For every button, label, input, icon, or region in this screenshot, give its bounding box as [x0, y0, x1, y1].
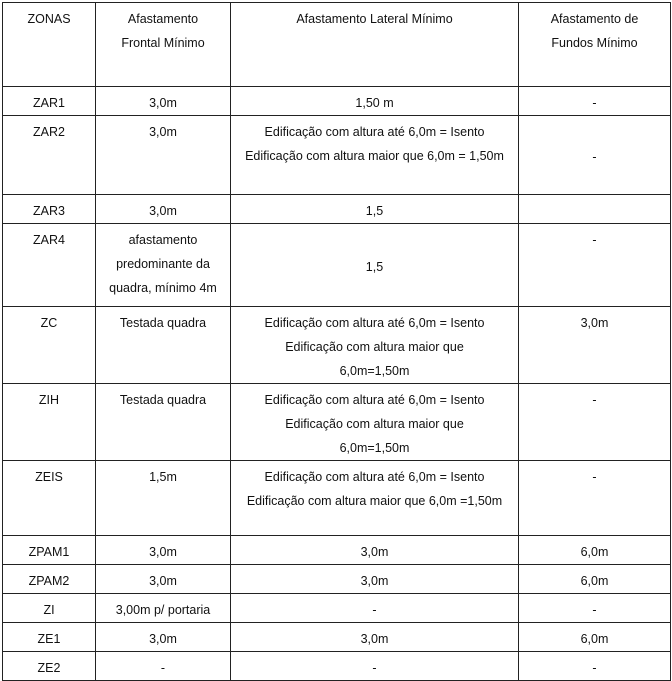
table-row: [3, 652, 671, 681]
cell-frontal: 3,0m: [96, 623, 231, 652]
table-row: [3, 87, 671, 116]
cell-lateral: -: [231, 594, 519, 623]
cell-fundos: 6,0m: [519, 623, 671, 652]
cell-lateral: Edificação com altura até 6,0m = Isento Edificação com altura maior que 6,0m = 1,50m: [231, 116, 519, 195]
cell-fundos: -: [519, 461, 671, 536]
header-zonas: ZONAS: [3, 3, 96, 87]
table-row: [3, 565, 671, 594]
cell-frontal: 1,5m: [96, 461, 231, 536]
header-lateral: Afastamento Lateral Mínimo: [231, 3, 519, 87]
cell-fundos: [519, 195, 671, 224]
table-row: [3, 116, 671, 195]
table-row: [3, 623, 671, 652]
cell-lateral: Edificação com altura até 6,0m = Isento Edificação com altura maior que 6,0m=1,50m: [231, 384, 519, 461]
cell-zona: ZAR4: [3, 224, 96, 307]
cell-zona: ZPAM1: [3, 536, 96, 565]
cell-frontal: -: [96, 652, 231, 681]
cell-lateral: 1,5: [231, 195, 519, 224]
cell-fundos: -: [519, 652, 671, 681]
cell-frontal: Testada quadra: [96, 384, 231, 461]
cell-zona: ZAR3: [3, 195, 96, 224]
header-frontal: Afastamento Frontal Mínimo: [96, 3, 231, 87]
table-row: [3, 594, 671, 623]
cell-zona: ZPAM2: [3, 565, 96, 594]
cell-zona: ZC: [3, 307, 96, 384]
cell-fundos: 6,0m: [519, 536, 671, 565]
cell-fundos: -: [519, 594, 671, 623]
cell-fundos: 3,0m: [519, 307, 671, 384]
cell-frontal: 3,0m: [96, 565, 231, 594]
header-fundos: Afastamento de Fundos Mínimo: [519, 3, 671, 87]
cell-lateral: -: [231, 652, 519, 681]
cell-zona: ZEIS: [3, 461, 96, 536]
cell-frontal: 3,0m: [96, 195, 231, 224]
header-row: [3, 3, 671, 87]
cell-frontal: 3,00m p/ portaria: [96, 594, 231, 623]
cell-lateral: 1,5: [231, 224, 519, 307]
cell-zona: ZE1: [3, 623, 96, 652]
cell-lateral: Edificação com altura até 6,0m = Isento Edificação com altura maior que 6,0m =1,50m: [231, 461, 519, 536]
cell-lateral: Edificação com altura até 6,0m = Isento Edificação com altura maior que 6,0m=1,50m: [231, 307, 519, 384]
table-row: [3, 195, 671, 224]
cell-fundos: -: [519, 384, 671, 461]
cell-fundos: -: [519, 116, 671, 195]
cell-zona: ZIH: [3, 384, 96, 461]
cell-frontal: afastamento predominante da quadra, mínimo 4m: [96, 224, 231, 307]
cell-lateral: 3,0m: [231, 623, 519, 652]
cell-fundos: -: [519, 87, 671, 116]
cell-frontal: 3,0m: [96, 87, 231, 116]
cell-lateral: 3,0m: [231, 565, 519, 594]
table-row: [3, 224, 671, 307]
cell-lateral: 3,0m: [231, 536, 519, 565]
cell-zona: ZAR1: [3, 87, 96, 116]
afastamentos-table: [2, 2, 671, 681]
cell-zona: ZI: [3, 594, 96, 623]
table-row: [3, 536, 671, 565]
cell-frontal: Testada quadra: [96, 307, 231, 384]
cell-lateral: 1,50 m: [231, 87, 519, 116]
cell-frontal: 3,0m: [96, 116, 231, 195]
cell-zona: ZAR2: [3, 116, 96, 195]
table-row: [3, 307, 671, 384]
cell-frontal: 3,0m: [96, 536, 231, 565]
cell-fundos: -: [519, 224, 671, 307]
cell-fundos: 6,0m: [519, 565, 671, 594]
table-row: [3, 461, 671, 536]
table-row: [3, 384, 671, 461]
cell-zona: ZE2: [3, 652, 96, 681]
